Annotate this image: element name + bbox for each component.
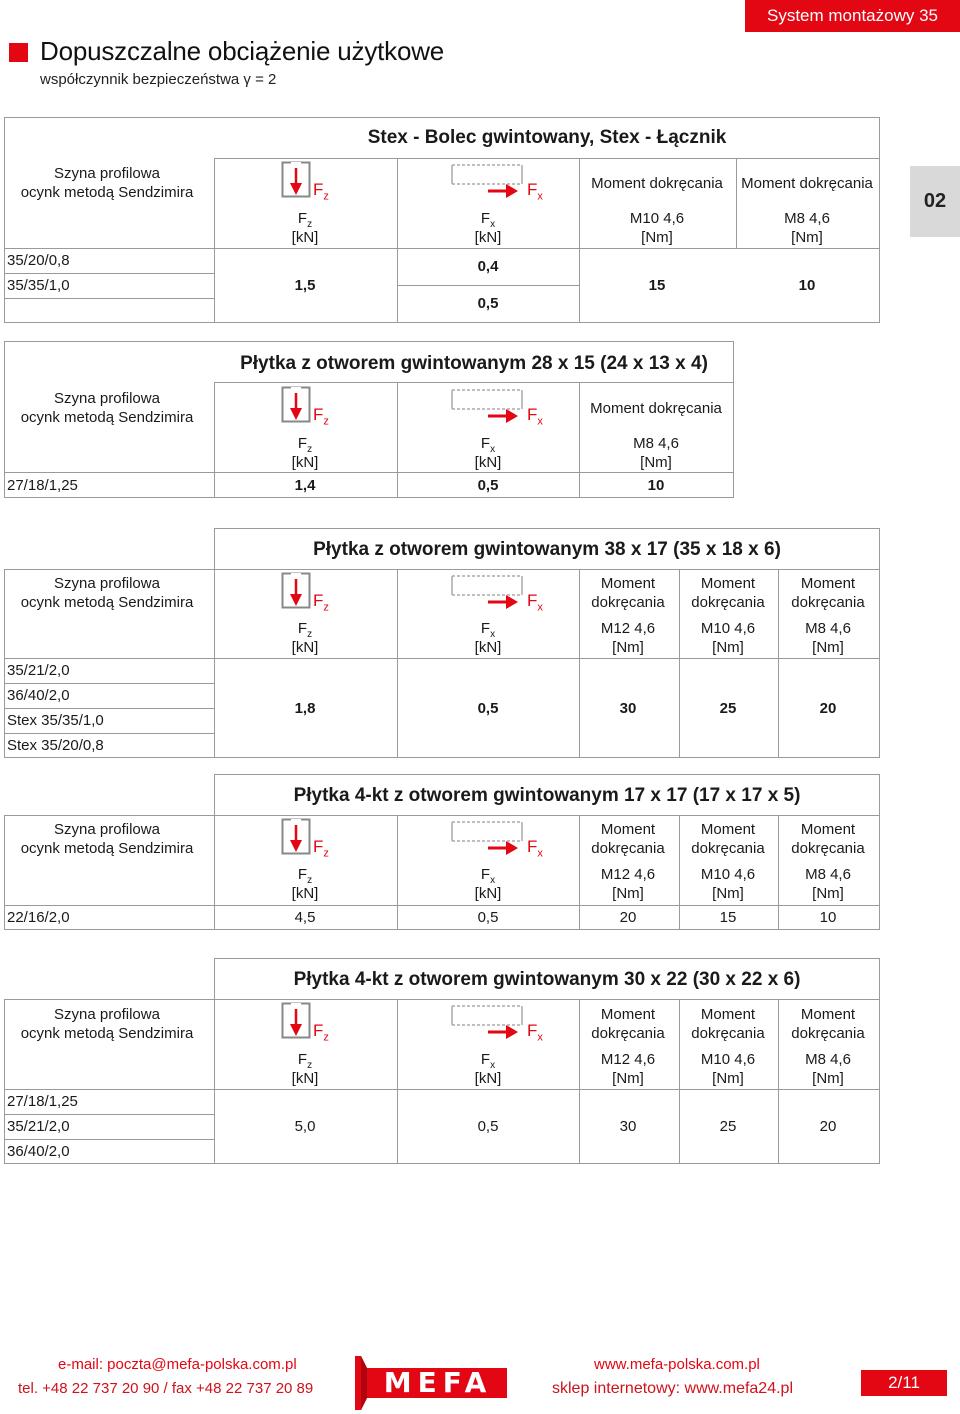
table-title: Płytka 4-kt z otworem gwintowanym 17 x 17 (17 x 17 x 5) — [293, 785, 801, 806]
fz-value: 5,0 — [294, 1118, 316, 1135]
kn-unit: [kN] — [474, 454, 502, 471]
series-banner: System montażowy 35 — [745, 0, 960, 32]
kn-unit: [kN] — [474, 1070, 502, 1087]
nm-unit: [Nm] — [712, 1070, 744, 1087]
moment-header: dokręcania — [591, 1025, 665, 1042]
moment-value: 20 — [819, 1118, 837, 1135]
moment-header: Moment — [800, 821, 856, 838]
bolt-size: M10 4,6 — [700, 620, 756, 637]
fx-unit: $F_x$ — [480, 435, 496, 455]
rail-code: 35/35/1,0 — [7, 277, 70, 294]
fz-value: 1,5 — [294, 277, 316, 294]
fz-force-icon — [281, 572, 311, 610]
rail-header-2: ocynk metodą Sendzimira — [20, 409, 194, 426]
rail-header-1: Szyna profilowa — [54, 390, 160, 407]
moment-header: dokręcania — [791, 594, 865, 611]
fz-unit: $F_z$ — [297, 435, 313, 455]
fx-unit: $F_x$ — [480, 210, 496, 230]
fx-value: 0,5 — [477, 700, 499, 717]
fx-force-icon — [450, 573, 524, 611]
nm-unit: [Nm] — [812, 1070, 844, 1087]
rail-code: 35/20/0,8 — [7, 252, 70, 269]
kn-unit: [kN] — [291, 1070, 319, 1087]
page-title: Dopuszczalne obciążenie użytkowe — [40, 36, 445, 66]
rail-header-1: Szyna profilowa — [54, 1006, 160, 1023]
rail-header-1: Szyna profilowa — [54, 821, 160, 838]
moment-value: 30 — [619, 700, 637, 717]
fz-unit: $F_z$ — [297, 1051, 313, 1071]
moment-header: dokręcania — [791, 1025, 865, 1042]
table-title: Płytka z otworem gwintowanym 28 x 15 (24 x 13 x 4) — [240, 353, 708, 374]
nm-unit: [Nm] — [812, 639, 844, 656]
moment-header: Moment — [700, 821, 756, 838]
rail-code: 22/16/2,0 — [7, 909, 70, 926]
moment-header: Moment — [700, 1006, 756, 1023]
kn-unit: [kN] — [474, 229, 502, 246]
page-subtitle: współczynnik bezpieczeństwa γ = 2 — [40, 71, 277, 88]
fx-value: 0,5 — [477, 1118, 499, 1135]
table-title: Płytka z otworem gwintowanym 38 x 17 (35 x 18 x 6) — [313, 539, 781, 560]
rail-code: Stex 35/20/0,8 — [7, 737, 104, 754]
fz-label: $F_z$ — [313, 591, 329, 614]
moment-header: Moment — [600, 821, 656, 838]
fx-label: $F_x$ — [527, 1021, 543, 1044]
bolt-size: M10 4,6 — [700, 866, 756, 883]
bolt-size: M12 4,6 — [600, 1051, 656, 1068]
rail-code: 36/40/2,0 — [7, 1143, 70, 1160]
fz-force-icon — [281, 818, 311, 856]
moment-value: 20 — [819, 700, 837, 717]
fz-value: 1,4 — [294, 477, 316, 494]
title-marker — [9, 43, 28, 62]
footer-web[interactable]: www.mefa-polska.com.pl — [594, 1356, 760, 1373]
bolt-size: M10 4,6 — [629, 210, 685, 227]
kn-unit: [kN] — [291, 454, 319, 471]
bolt-size: M8 4,6 — [805, 866, 851, 883]
moment-header: Moment dokręcania — [741, 175, 873, 192]
bolt-size: M12 4,6 — [600, 866, 656, 883]
table-title: Stex - Bolec gwintowany, Stex - Łącznik — [367, 127, 727, 148]
mefa-logo: MEFA — [355, 1356, 507, 1410]
rail-header-2: ocynk metodą Sendzimira — [20, 1025, 194, 1042]
fz-label: $F_z$ — [313, 1021, 329, 1044]
rail-header-2: ocynk metodą Sendzimira — [20, 594, 194, 611]
moment-header: dokręcania — [691, 840, 765, 857]
fx-force-icon — [450, 819, 524, 857]
rail-header-2: ocynk metodą Sendzimira — [20, 840, 194, 857]
moment-value: 25 — [719, 700, 737, 717]
nm-unit: [Nm] — [712, 639, 744, 656]
kn-unit: [kN] — [291, 229, 319, 246]
moment-value: 30 — [619, 1118, 637, 1135]
nm-unit: [Nm] — [712, 885, 744, 902]
rail-header-1: Szyna profilowa — [54, 165, 160, 182]
footer-phone: tel. +48 22 737 20 90 / fax +48 22 737 20 89 — [18, 1380, 314, 1397]
page-number: 2/11 — [861, 1370, 947, 1396]
table-plytka-38x17 — [0, 528, 880, 758]
rail-code: Stex 35/35/1,0 — [7, 712, 104, 729]
moment-value: 20 — [619, 909, 637, 926]
moment-value: 15 — [719, 909, 737, 926]
moment-value: 15 — [648, 277, 666, 294]
bolt-size: M10 4,6 — [700, 1051, 756, 1068]
fz-value: 1,8 — [294, 700, 316, 717]
rail-header-1: Szyna profilowa — [54, 575, 160, 592]
bolt-size: M8 4,6 — [633, 435, 679, 452]
nm-unit: [Nm] — [640, 454, 672, 471]
fx-value: 0,5 — [477, 295, 499, 312]
footer-shop[interactable]: sklep internetowy: www.mefa24.pl — [552, 1380, 793, 1397]
chapter-tab[interactable]: 02 — [910, 166, 960, 237]
moment-value: 10 — [798, 277, 816, 294]
fz-unit: $F_z$ — [297, 620, 313, 640]
nm-unit: [Nm] — [641, 229, 673, 246]
moment-header: dokręcania — [691, 1025, 765, 1042]
kn-unit: [kN] — [474, 639, 502, 656]
footer-email[interactable]: e-mail: poczta@mefa-polska.com.pl — [58, 1356, 297, 1373]
kn-unit: [kN] — [291, 639, 319, 656]
fx-label: $F_x$ — [527, 180, 543, 203]
kn-unit: [kN] — [474, 885, 502, 902]
rail-code: 35/21/2,0 — [7, 662, 70, 679]
fz-unit: $F_z$ — [297, 866, 313, 886]
rail-code: 35/21/2,0 — [7, 1118, 70, 1135]
table-plytka-17x17 — [0, 774, 880, 930]
moment-header: Moment — [700, 575, 756, 592]
fx-value: 0,5 — [477, 477, 499, 494]
table-stex-bolec — [0, 117, 880, 323]
fx-value: 0,5 — [477, 909, 499, 926]
nm-unit: [Nm] — [612, 1070, 644, 1087]
moment-value: 10 — [819, 909, 837, 926]
fz-label: $F_z$ — [313, 405, 329, 428]
nm-unit: [Nm] — [812, 885, 844, 902]
moment-header: Moment — [800, 575, 856, 592]
moment-value: 10 — [647, 477, 665, 494]
fz-label: $F_z$ — [313, 837, 329, 860]
bolt-size: M8 4,6 — [805, 620, 851, 637]
fx-label: $F_x$ — [527, 405, 543, 428]
moment-header: dokręcania — [791, 840, 865, 857]
table-plytka-30x22 — [0, 958, 880, 1164]
rail-code: 27/18/1,25 — [7, 477, 78, 494]
nm-unit: [Nm] — [791, 229, 823, 246]
moment-header: Moment — [600, 575, 656, 592]
moment-header: Moment — [600, 1006, 656, 1023]
fx-label: $F_x$ — [527, 837, 543, 860]
nm-unit: [Nm] — [612, 885, 644, 902]
table-title: Płytka 4-kt z otworem gwintowanym 30 x 22 (30 x 22 x 6) — [293, 969, 801, 990]
moment-header: Moment — [800, 1006, 856, 1023]
rail-header-2: ocynk metodą Sendzimira — [20, 184, 194, 201]
moment-header: dokręcania — [691, 594, 765, 611]
rail-code: 36/40/2,0 — [7, 687, 70, 704]
rail-code: 27/18/1,25 — [7, 1093, 78, 1110]
bolt-size: M8 4,6 — [784, 210, 830, 227]
moment-value: 25 — [719, 1118, 737, 1135]
moment-header: Moment dokręcania — [591, 175, 723, 192]
fz-force-icon — [281, 161, 311, 199]
kn-unit: [kN] — [291, 885, 319, 902]
bolt-size: M8 4,6 — [805, 1051, 851, 1068]
bolt-size: M12 4,6 — [600, 620, 656, 637]
fx-unit: $F_x$ — [480, 1051, 496, 1071]
moment-header: Moment dokręcania — [590, 400, 722, 417]
fz-value: 4,5 — [294, 909, 316, 926]
fx-unit: $F_x$ — [480, 866, 496, 886]
fz-force-icon — [281, 1002, 311, 1040]
fx-force-icon — [450, 387, 524, 425]
moment-header: dokręcania — [591, 840, 665, 857]
fx-unit: $F_x$ — [480, 620, 496, 640]
fz-force-icon — [281, 386, 311, 424]
fx-value: 0,4 — [477, 258, 499, 275]
table-plytka-28x15 — [0, 341, 880, 498]
fx-force-icon — [450, 1003, 524, 1041]
moment-header: dokręcania — [591, 594, 665, 611]
fz-label: $F_z$ — [313, 180, 329, 203]
fx-label: $F_x$ — [527, 591, 543, 614]
fz-unit: $F_z$ — [297, 210, 313, 230]
fx-force-icon — [450, 162, 524, 200]
nm-unit: [Nm] — [612, 639, 644, 656]
